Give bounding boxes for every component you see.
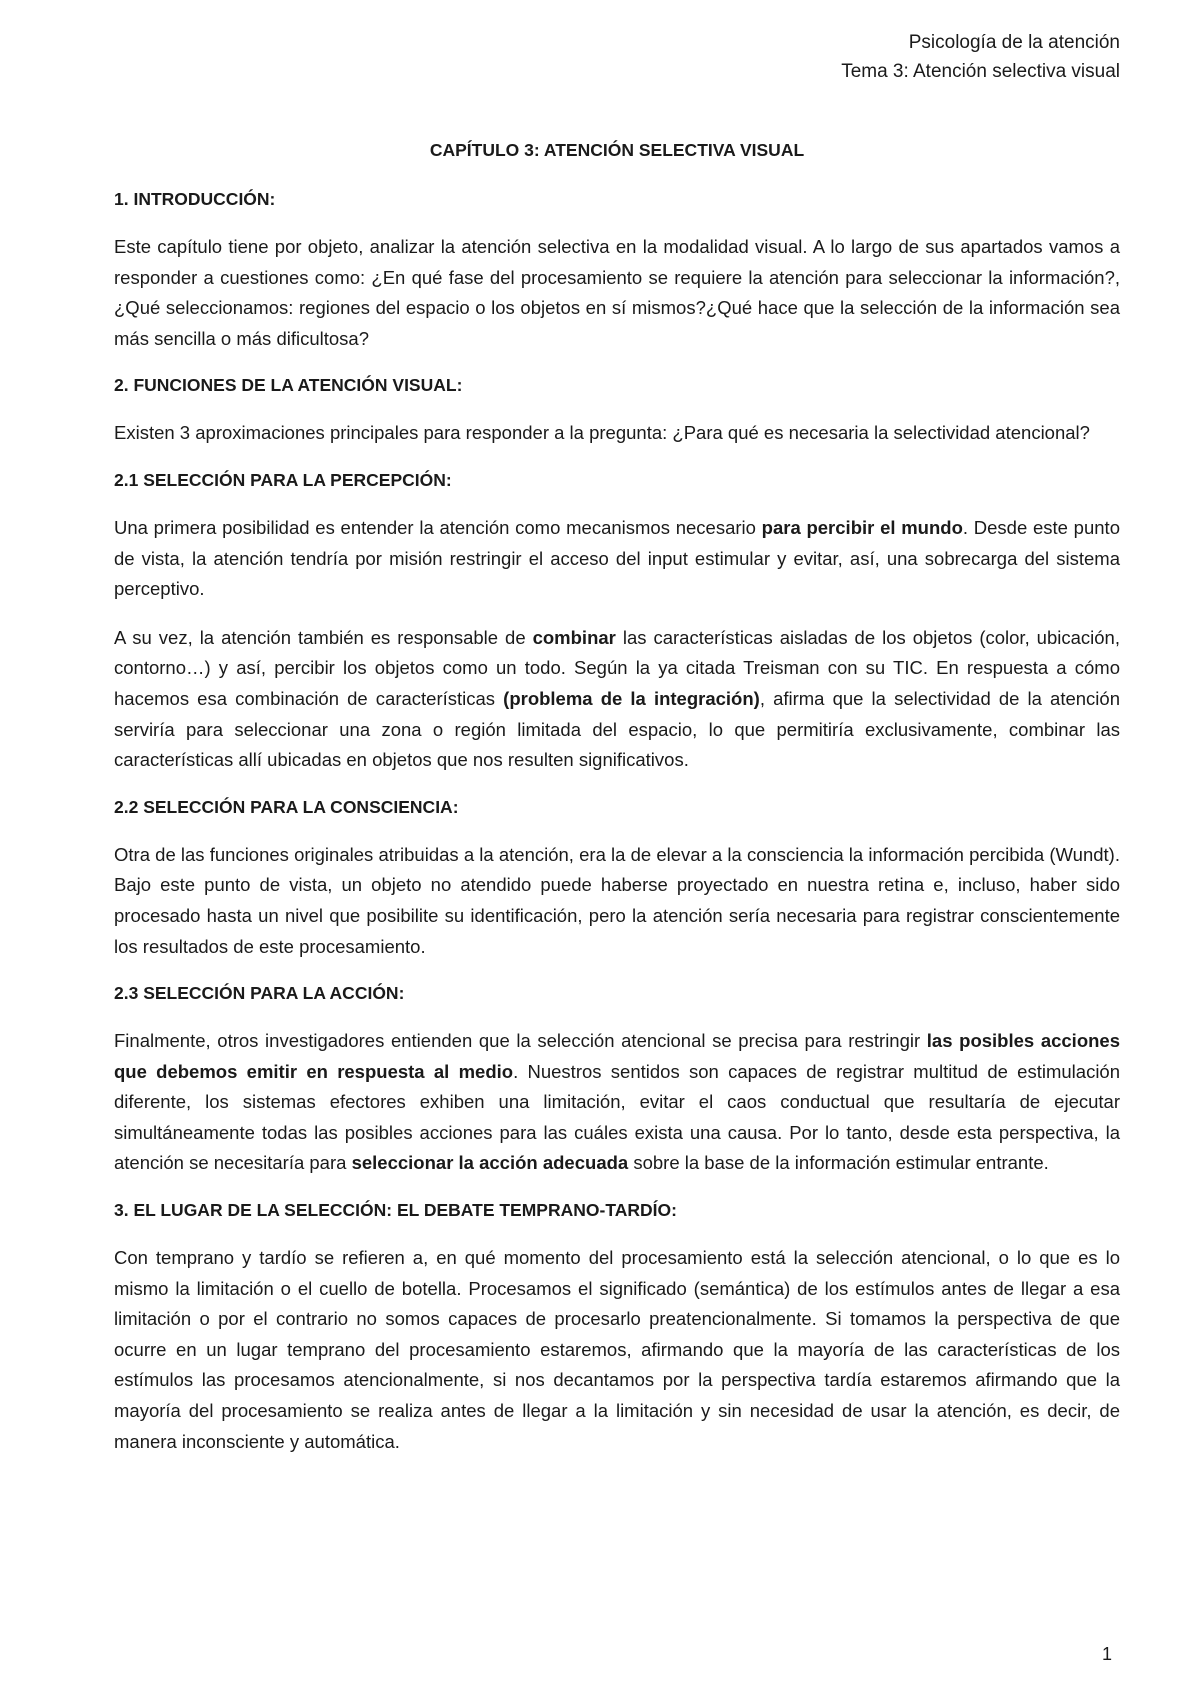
bold-run: (problema de la integración) <box>503 687 760 709</box>
section-heading-consciencia: 2.2 SELECCIÓN PARA LA CONSCIENCIA: <box>114 796 459 817</box>
section-heading-lugar: 3. EL LUGAR DE LA SELECCIÓN: EL DEBATE TEMPRANO-TARDÍO: <box>114 1200 677 1221</box>
text-run: . Nuestros sentidos son capaces de registrar multitud de estimulación diferente, los sistemas efectores exhiben una limitación, evitar el caos conductual que resultaría de ejecutar simultáneamente todas las posibles acciones para las cuáles exista una causa. Por lo tanto, desde esta perspectiva, la atención se necesitaría para <box>114 1060 1121 1174</box>
bold-run: seleccionar la acción adecuada <box>351 1152 629 1174</box>
header-subject: Psicología de la atención <box>908 32 1120 53</box>
section-heading-accion: 2.3 SELECCIÓN PARA LA ACCIÓN: <box>114 983 405 1004</box>
paragraph-introduccion: Este capítulo tiene por objeto, analizar la atención selectiva en la modalidad visual. A lo largo de sus apartados vamos a responder a cuestiones como: ¿En qué fase del procesamiento se requiere la atención para seleccionar la información?, ¿Qué seleccionamos: regiones del espacio o los objetos en sí mismos?¿Qué hace que la selección de la información sea más sencilla o más dificultosa? <box>114 236 1120 349</box>
text-run: las características aisladas de los objetos (color, ubicación, contorno…) y así, percibir los objetos como un todo. Según la ya citada Treisman con su TIC. En respuesta a cómo hacemos esa combinación de características <box>114 626 1120 709</box>
bold-run: para percibir el mundo <box>761 516 963 538</box>
text-run: . Desde este punto de vista, la atención tendría por misión restringir el acceso del input estimular y evitar, así, una sobrecarga del sistema perceptivo. <box>114 516 1120 600</box>
header-topic: Tema 3: Atención selectiva visual <box>841 61 1120 82</box>
chapter-title: CAPÍTULO 3: ATENCIÓN SELECTIVA VISUAL <box>429 140 805 160</box>
bold-run: combinar <box>532 626 616 648</box>
paragraph-consciencia: Otra de las funciones originales atribuidas a la atención, era la de elevar a la consciencia la información percibida (Wundt). Bajo este punto de vista, un objeto no atendido puede haberse proyectado en nuestra retina e, incluso, haber sido procesado hasta un nivel que posibilite su identificación, pero la atención sería necesaria para registrar conscientemente los resultados de este procesamiento. <box>114 843 1120 957</box>
bold-run: las posibles acciones que debemos emitir en respuesta al medio <box>114 1030 1121 1082</box>
paragraph-percepcion-2 <box>114 623 1120 776</box>
paragraph-lugar: Con temprano y tardío se refieren a, en qué momento del procesamiento está la selección atencional, o lo que es lo mismo la limitación o el cuello de botella. Procesamos el significado (semántica) de los estímulos antes de llegar a esa limitación o por el contrario no somos capaces de procesarlo preatencionalmente. Si tomamos la perspectiva de que ocurre en un lugar temprano del procesamiento estaremos, afirmando que la mayoría de las características de los estímulos las procesamos atencionalmente, si nos decantamos por la perspectiva tardía estaremos afirmando que la mayoría del procesamiento se realiza antes de llegar a la limitación y sin necesidad de usar la atención, es decir, de manera inconsciente y automática. <box>114 1247 1120 1452</box>
text-run: Finalmente, otros investigadores entienden que la selección atencional se precisa para restringir <box>114 1030 927 1052</box>
paragraph-percepcion-1 <box>114 513 1120 605</box>
paragraph-accion <box>114 1026 1120 1179</box>
text-run: sobre la base de la información estimular entrante. <box>628 1152 1049 1174</box>
text-run: Una primera posibilidad es entender la atención como mecanismos necesario <box>114 516 762 538</box>
page-number: 1 <box>1101 1644 1112 1664</box>
section-heading-percepcion: 2.1 SELECCIÓN PARA LA PERCEPCIÓN: <box>114 469 452 490</box>
text-run: , afirma que la selectividad de la atención serviría para seleccionar una zona o región limitada del espacio, lo que permitiría exclusivamente, combinar las características allí ubicadas en objetos que nos resulten significativos. <box>114 687 1120 771</box>
section-heading-introduccion: 1. INTRODUCCIÓN: <box>114 189 276 209</box>
text-run: A su vez, la atención también es responsable de <box>114 626 533 648</box>
section-heading-funciones: 2. FUNCIONES DE LA ATENCIÓN VISUAL: <box>114 375 463 396</box>
paragraph-funciones: Existen 3 aproximaciones principales para responder a la pregunta: ¿Para qué es necesaria la selectividad atencional? <box>114 422 1090 444</box>
running-header <box>841 28 1120 86</box>
document-body <box>114 137 1120 1475</box>
